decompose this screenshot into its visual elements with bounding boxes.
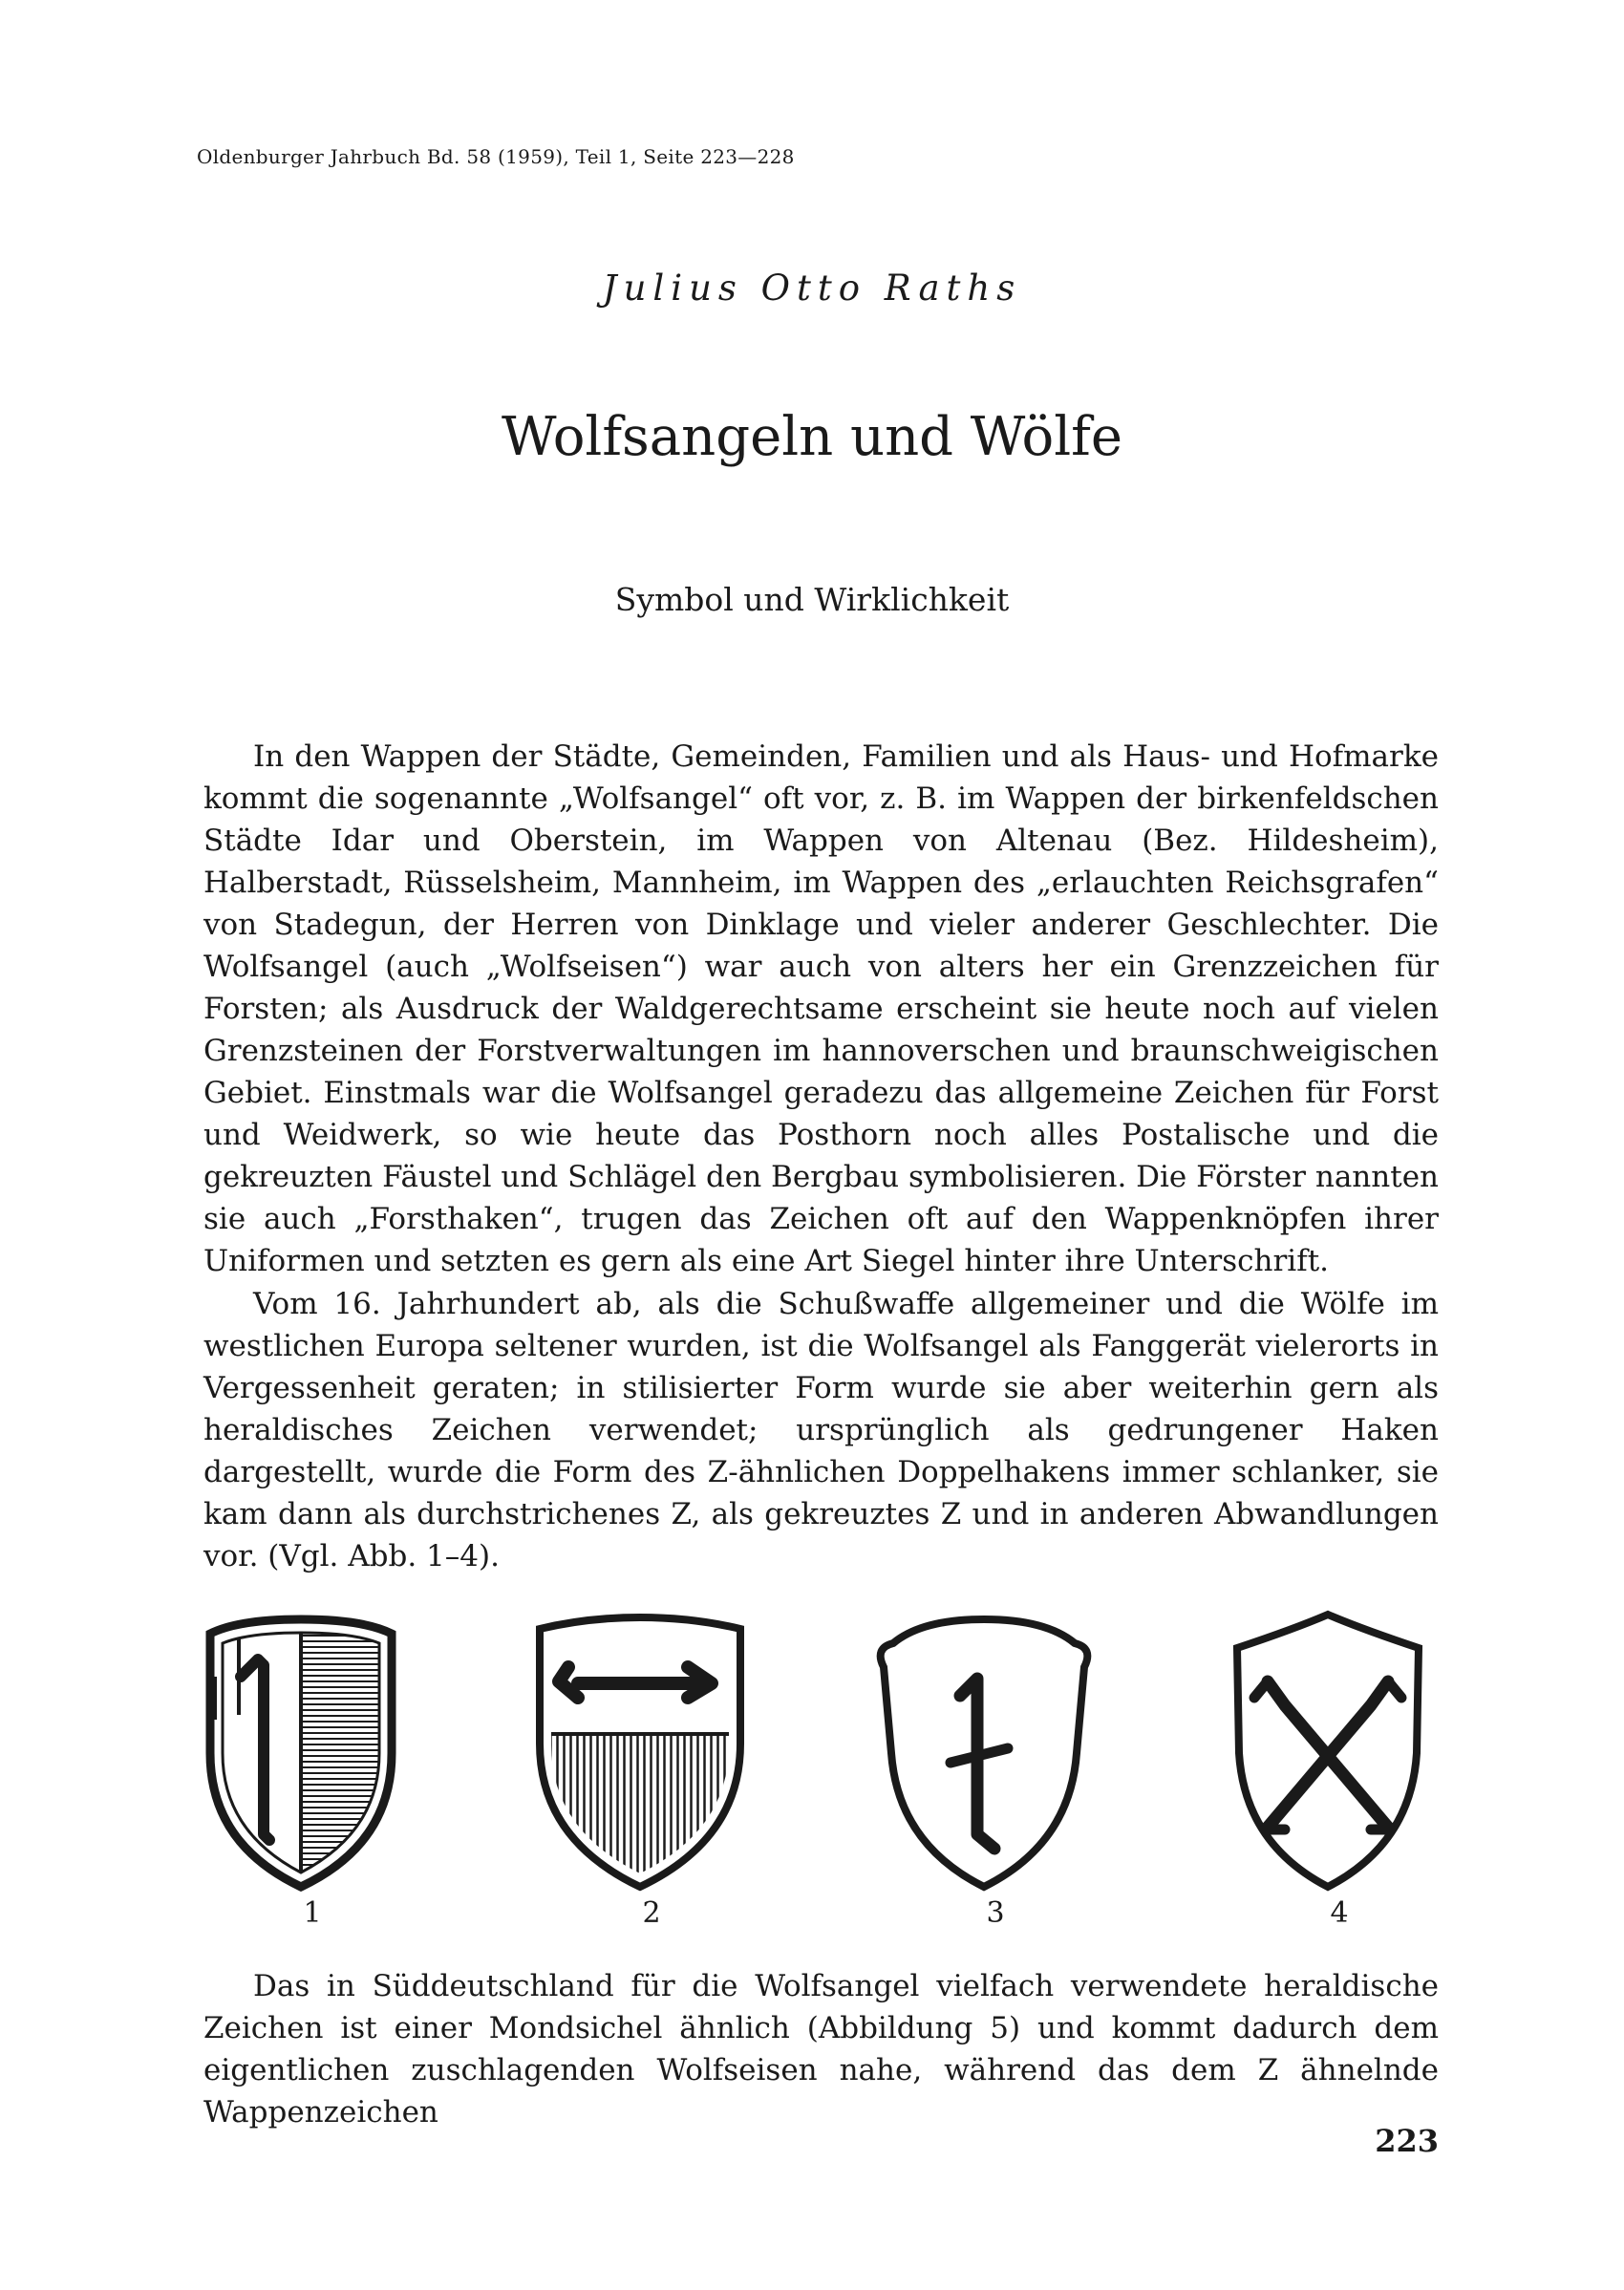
author-name: Julius Otto Raths xyxy=(602,268,1022,309)
figure-label-1: 1 xyxy=(303,1896,322,1930)
page-number: 223 xyxy=(1375,2123,1439,2159)
body-paragraph-2 xyxy=(203,1283,1439,1577)
article-title: Wolfsangeln und Wölfe xyxy=(501,406,1123,468)
paragraph-text: Vom 16. Jahrhundert ab, als die Schußwaffe allgemeiner und die Wölfe im westlichen Europa seltener wurden, ist die Wolfsangel als Fanggerät vielerorts in Vergessenheit geraten; in stilisierter Form wurde sie aber weiterhin gern als heraldisches Zeichen verwendet; ursprünglich als gedrungener Haken dargestellt, wurde die Form des Z-ähnlichen Doppelhakens immer schlanker, sie kam dann als durchstrichenes Z, als gekreuztes Z und in anderen Abwandlungen vor. (Vgl. Abb. 1–4). xyxy=(203,1287,1439,1573)
article-subtitle: Symbol und Wirklichkeit xyxy=(614,581,1010,618)
body-paragraph-1 xyxy=(203,736,1439,1282)
journal-header: Oldenburger Jahrbuch Bd. 58 (1959), Teil 1, Seite 223—228 xyxy=(197,145,795,168)
shield-3-icon xyxy=(865,1610,1103,1896)
figure-row xyxy=(182,1610,1462,1915)
figure-label-4: 4 xyxy=(1330,1896,1349,1930)
body-paragraph-3 xyxy=(203,1965,1439,2133)
paragraph-text: In den Wappen der Städte, Gemeinden, Familien und als Haus- und Hofmarke kommt die sogenannte „Wolfsangel“ oft vor, z. B. im Wappen der birkenfeldschen Städte Idar und Oberstein, im Wappen von Altenau (Bez. Hildesheim), Halberstadt, Rüsselsheim, Mannheim, im Wappen des „erlauchten Reichsgrafen“ von Stadegun, der Herren von Dinklage und vieler anderer Geschlechter. Die Wolfsangel (auch „Wolfseisen“) war auch von alters her ein Grenzzeichen für Forsten; als Ausdruck der Waldgerechtsame erscheint sie heute noch auf vielen Grenzsteinen der Forstverwaltungen im hannoverschen und braunschweigischen Gebiet. Einstmals war die Wolfsangel geradezu das allgemeine Zeichen für Forst und Weidwerk, so wie heute das Posthorn noch alles Postalische und die gekreuzten Fäustel und Schlägel den Bergbau symbolisieren. Die Förster nannten sie auch „Forsthaken“, trugen das Zeichen oft auf den Wappenknöpfen ihrer Uniformen und setzten es gern als eine Art Siegel hinter ihre Unterschrift. xyxy=(203,739,1439,1278)
shield-2-icon xyxy=(521,1610,759,1896)
paragraph-text: Das in Süddeutschland für die Wolfsangel vielfach verwendete heraldische Zeichen ist einer Mondsichel ähnlich (Abbildung 5) und kommt dadurch dem eigentlichen zuschlagenden Wolfseisen nahe, während das dem Z ähnelnde Wappenzeichen xyxy=(203,1969,1439,2129)
shield-4-icon xyxy=(1208,1610,1447,1896)
shield-1-icon xyxy=(182,1610,420,1896)
figure-label-3: 3 xyxy=(986,1896,1005,1930)
figure-label-2: 2 xyxy=(642,1896,661,1930)
